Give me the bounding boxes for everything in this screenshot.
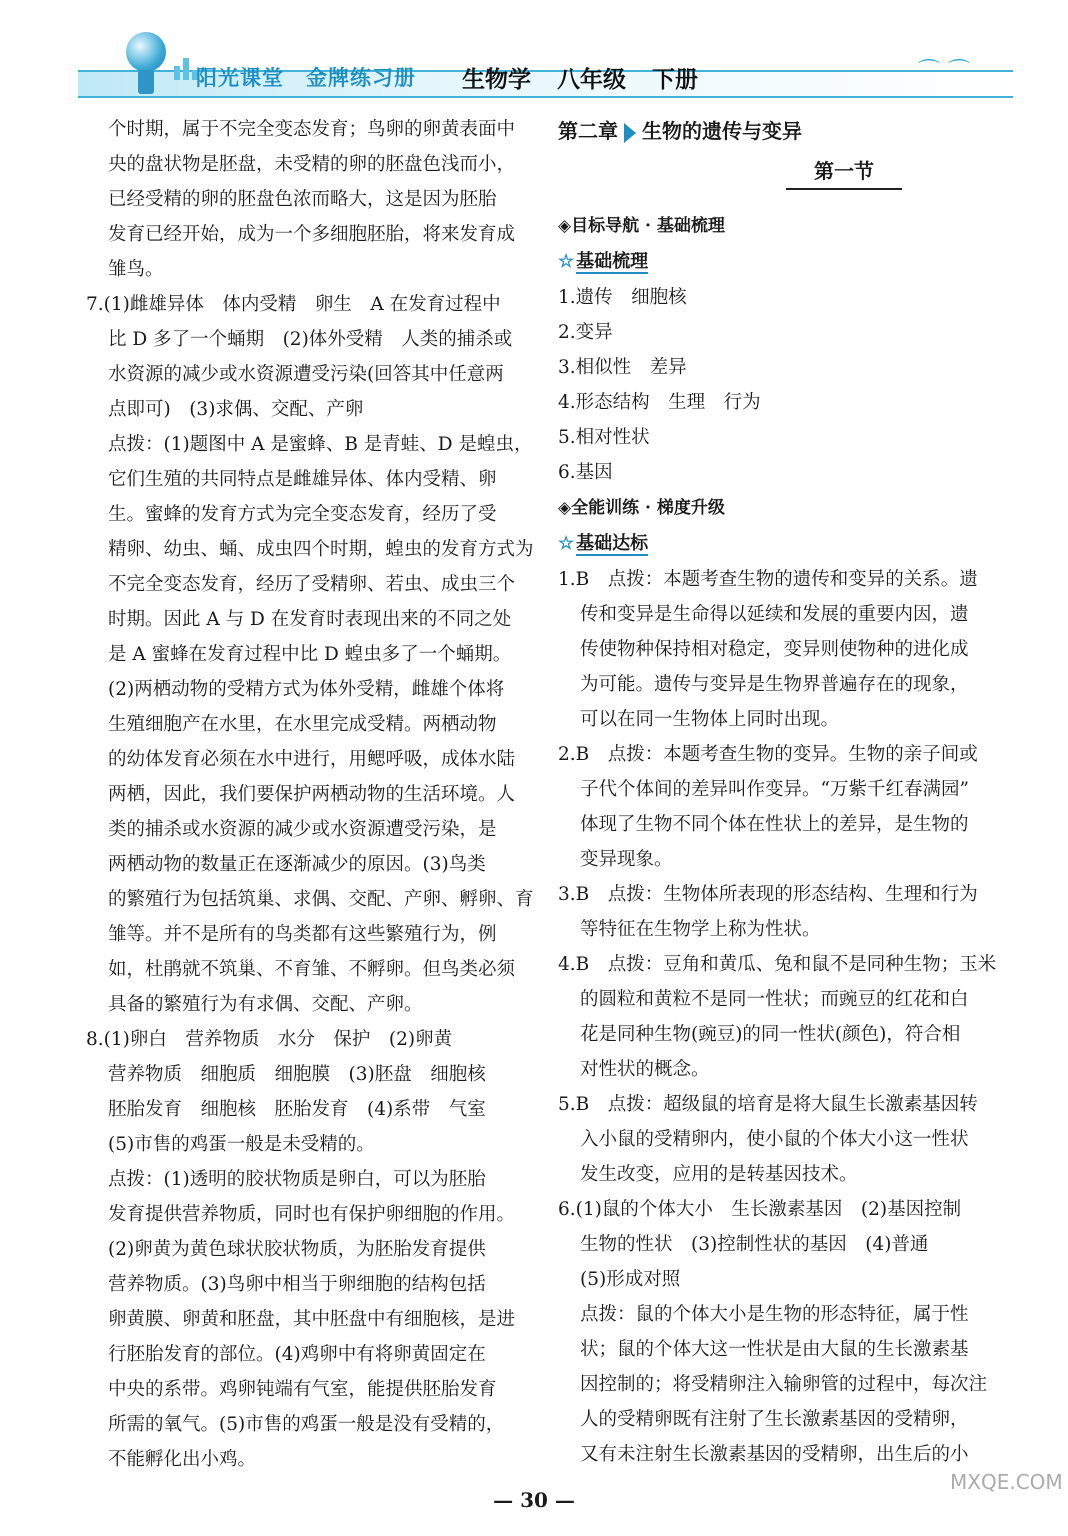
- text-line: 点拨：(1)透明的胶状物质是卵白，可以为胚胎: [108, 1169, 486, 1190]
- basics-item: 5.相对性状: [558, 427, 650, 448]
- text-line: 的幼体发育必须在水中进行，用鳃呼吸，成体水陆: [108, 749, 516, 770]
- series-name: 阳光课堂: [196, 65, 284, 90]
- basics-list: [558, 280, 1018, 490]
- series-title: [196, 62, 438, 92]
- text-line: 点拨：鼠的个体大小是生物的形态特征，属于性: [580, 1304, 969, 1325]
- text-line: (2)卵黄为黄色球状胶状物质，为胚胎发育提供: [108, 1239, 486, 1260]
- text-line: 8.(1)卵白 营养物质 水分 保护 (2)卵黄: [86, 1029, 453, 1050]
- subheading-2: [558, 526, 1018, 562]
- chapter-arrow-icon: [624, 123, 636, 143]
- globe-stand-icon: [138, 70, 154, 94]
- text-line: 6.(1)鼠的个体大小 生长激素基因 (2)基因控制: [558, 1199, 962, 1220]
- subject: 生物学: [462, 66, 531, 93]
- text-line: 雏等。并不是所有的鸟类都有这些繁殖行为，例: [108, 924, 497, 945]
- text-line: 生。蜜蜂的发育方式为完全变态发育，经历了受: [108, 504, 497, 525]
- text-line: 营养物质。(3)鸟卵中相当于卵细胞的结构包括: [108, 1274, 486, 1295]
- text-line: 央的盘状物是胚盘，未受精的卵的胚盘色浅而小，: [108, 154, 516, 175]
- text-line: 的繁殖行为包括筑巢、求偶、交配、产卵、孵卵、育: [108, 889, 534, 910]
- text-line: 是 A 蜜蜂在发育过程中比 D 蝗虫多了一个蛹期。: [108, 644, 512, 665]
- text-line: 精卵、幼虫、蛹、成虫四个时期，蝗虫的发育方式为: [108, 539, 534, 560]
- text-line: 比 D 多了一个蛹期 (2)体外受精 人类的捕杀或: [108, 329, 513, 350]
- text-line: 发育已经开始，成为一个多细胞胚胎，将来发育成: [108, 224, 516, 245]
- subheading-2-label: 基础达标: [576, 533, 649, 554]
- subheading-1-label: 基础梳理: [576, 251, 649, 272]
- text-line: 时期。因此 A 与 D 在发育时表现出来的不同之处: [108, 609, 512, 630]
- header-underline: [78, 96, 1013, 98]
- module-heading-1: [558, 208, 1018, 244]
- text-line: 等特征在生物学上称为性状。: [580, 919, 821, 940]
- text-line: 4.B 点拨：豆角和黄瓜、兔和鼠不是同种生物；玉米: [558, 954, 997, 975]
- text-line: 2.B 点拨：本题考查生物的变异。生物的亲子间或: [558, 744, 978, 765]
- text-line: 类的捕杀或水资源的减少或水资源遭受污染，是: [108, 819, 497, 840]
- basics-item: 6.基因: [558, 462, 613, 483]
- volume: 下册: [652, 66, 698, 93]
- text-line: 所需的氧气。(5)市售的鸡蛋一般是没有受精的，: [108, 1414, 505, 1435]
- basics-item: 4.形态结构 生理 行为: [558, 392, 761, 413]
- text-line: 不完全变态发育，经历了受精卵、若虫、成虫三个: [108, 574, 516, 595]
- text-line: 个时期，属于不完全变态发育；鸟卵的卵黄表面中: [108, 119, 516, 140]
- right-column: [558, 112, 1018, 1472]
- text-line: 发生改变，应用的是转基因技术。: [580, 1164, 858, 1185]
- diamond-icon: ◈: [558, 216, 572, 236]
- text-line: 中央的系带。鸡卵钝端有气室，能提供胚胎发育: [108, 1379, 497, 1400]
- text-line: 营养物质 细胞质 细胞膜 (3)胚盘 细胞核: [108, 1064, 486, 1085]
- module-2-label: 全能训练 · 梯度升级: [571, 498, 725, 518]
- text-line: 如，杜鹃就不筑巢、不育雏、不孵卵。但鸟类必须: [108, 959, 516, 980]
- text-line: 生殖细胞产在水里，在水里完成受精。两栖动物: [108, 714, 497, 735]
- text-line: 生物的性状 (3)控制性状的基因 (4)普通: [580, 1234, 929, 1255]
- text-line: 为可能。遗传与变异是生物界普遍存在的现象，: [580, 674, 969, 695]
- text-line: 两栖动物的数量正在逐渐减少的原因。(3)鸟类: [108, 854, 486, 875]
- text-line: 发育提供营养物质，同时也有保护卵细胞的作用。: [108, 1204, 516, 1225]
- basics-item: 3.相似性 差异: [558, 357, 687, 378]
- subject-line: [462, 61, 724, 94]
- subheading-1: [558, 244, 1018, 280]
- text-line: 对性状的概念。: [580, 1059, 710, 1080]
- watermark: MXQE.COM: [950, 1470, 1063, 1494]
- birds-icon: ⌒⌒: [918, 59, 979, 84]
- answers-list: [558, 562, 1018, 1472]
- text-line: 变异现象。: [580, 849, 673, 870]
- text-line: 水资源的减少或水资源遭受污染(回答其中任意两: [108, 364, 504, 385]
- page-header: [78, 28, 1013, 100]
- text-line: 点即可) (3)求偶、交配、产卵: [108, 399, 364, 420]
- text-line: (5)市售的鸡蛋一般是未受精的。: [108, 1134, 375, 1155]
- chapter-title: 生物的遗传与变异: [642, 119, 802, 143]
- text-line: 入小鼠的受精卵内，使小鼠的个体大小这一性状: [580, 1129, 969, 1150]
- module-1-label: 目标导航 · 基础梳理: [571, 216, 725, 236]
- text-line: 体现了生物不同个体在性状上的差异，是生物的: [580, 814, 969, 835]
- text-line: 它们生殖的共同特点是雌雄异体、体内受精、卵: [108, 469, 497, 490]
- basics-item: 1.遗传 细胞核: [558, 287, 687, 308]
- text-line: 可以在同一生物体上同时出现。: [580, 709, 840, 730]
- text-line: 两栖，因此，我们要保护两栖动物的生活环境。人: [108, 784, 516, 805]
- globe-icon: [126, 32, 166, 72]
- grade: 八年级: [557, 66, 626, 93]
- text-line: 行胚胎发育的部位。(4)鸡卵中有将卵黄固定在: [108, 1344, 486, 1365]
- text-line: 人的受精卵既有注射了生长激素基因的受精卵，: [580, 1409, 969, 1430]
- text-line: 花是同种生物(豌豆)的同一性状(颜色)，符合相: [580, 1024, 961, 1045]
- text-line: (2)两栖动物的受精方式为体外受精，雌雄个体将: [108, 679, 505, 700]
- text-line: 传和变异是生命得以延续和发展的重要内因，遗: [580, 604, 969, 625]
- text-line: (5)形成对照: [580, 1269, 681, 1290]
- text-line: 的圆粒和黄粒不是同一性状；而豌豆的红花和白: [580, 989, 969, 1010]
- text-line: 3.B 点拨：生物体所表现的形态结构、生理和行为: [558, 884, 978, 905]
- text-line: 1.B 点拨：本题考查生物的遗传和变异的关系。遗: [558, 569, 978, 590]
- text-line: 点拨：(1)题图中 A 是蜜蜂、B 是青蛙、D 是蝗虫，: [108, 434, 533, 455]
- text-line: 胚胎发育 细胞核 胚胎发育 (4)系带 气室: [108, 1099, 486, 1120]
- text-line: 已经受精的卵的胚盘色浓而略大，这是因为胚胎: [108, 189, 497, 210]
- left-column: [86, 112, 538, 1477]
- star-icon: ☆: [558, 533, 575, 554]
- chapter-label: 第二章: [558, 119, 618, 143]
- text-line: 卵黄膜、卵黄和胚盘，其中胚盘中有细胞核，是进: [108, 1309, 516, 1330]
- text-line: 传使物种保持相对稳定，变异则使物种的进化成: [580, 639, 969, 660]
- page-number: — 30 —: [493, 1488, 575, 1512]
- text-line: 子代个体间的差异叫作变异。“万紫千红春满园”: [580, 779, 969, 800]
- basics-item: 2.变异: [558, 322, 613, 343]
- text-line: 又有未注射生长激素基因的受精卵，出生后的小: [580, 1444, 969, 1465]
- text-line: 具备的繁殖行为有求偶、交配、产卵。: [108, 994, 423, 1015]
- text-line: 因控制的；将受精卵注入输卵管的过程中，每次注: [580, 1374, 988, 1395]
- star-icon: ☆: [558, 251, 575, 272]
- chapter-heading: [558, 112, 1018, 150]
- text-line: 7.(1)雌雄异体 体内受精 卵生 A 在发育过程中: [86, 294, 501, 315]
- text-line: 雏鸟。: [108, 259, 164, 280]
- section-title: 第一节: [786, 154, 902, 190]
- module-heading-2: [558, 490, 1018, 526]
- text-line: 5.B 点拨：超级鼠的培育是将大鼠生长激素基因转: [558, 1094, 978, 1115]
- text-line: 状；鼠的个体大这一性状是由大鼠的生长激素基: [580, 1339, 969, 1360]
- diamond-icon: ◈: [558, 498, 572, 518]
- book-name: 金牌练习册: [306, 65, 416, 90]
- text-line: 不能孵化出小鸡。: [108, 1449, 257, 1470]
